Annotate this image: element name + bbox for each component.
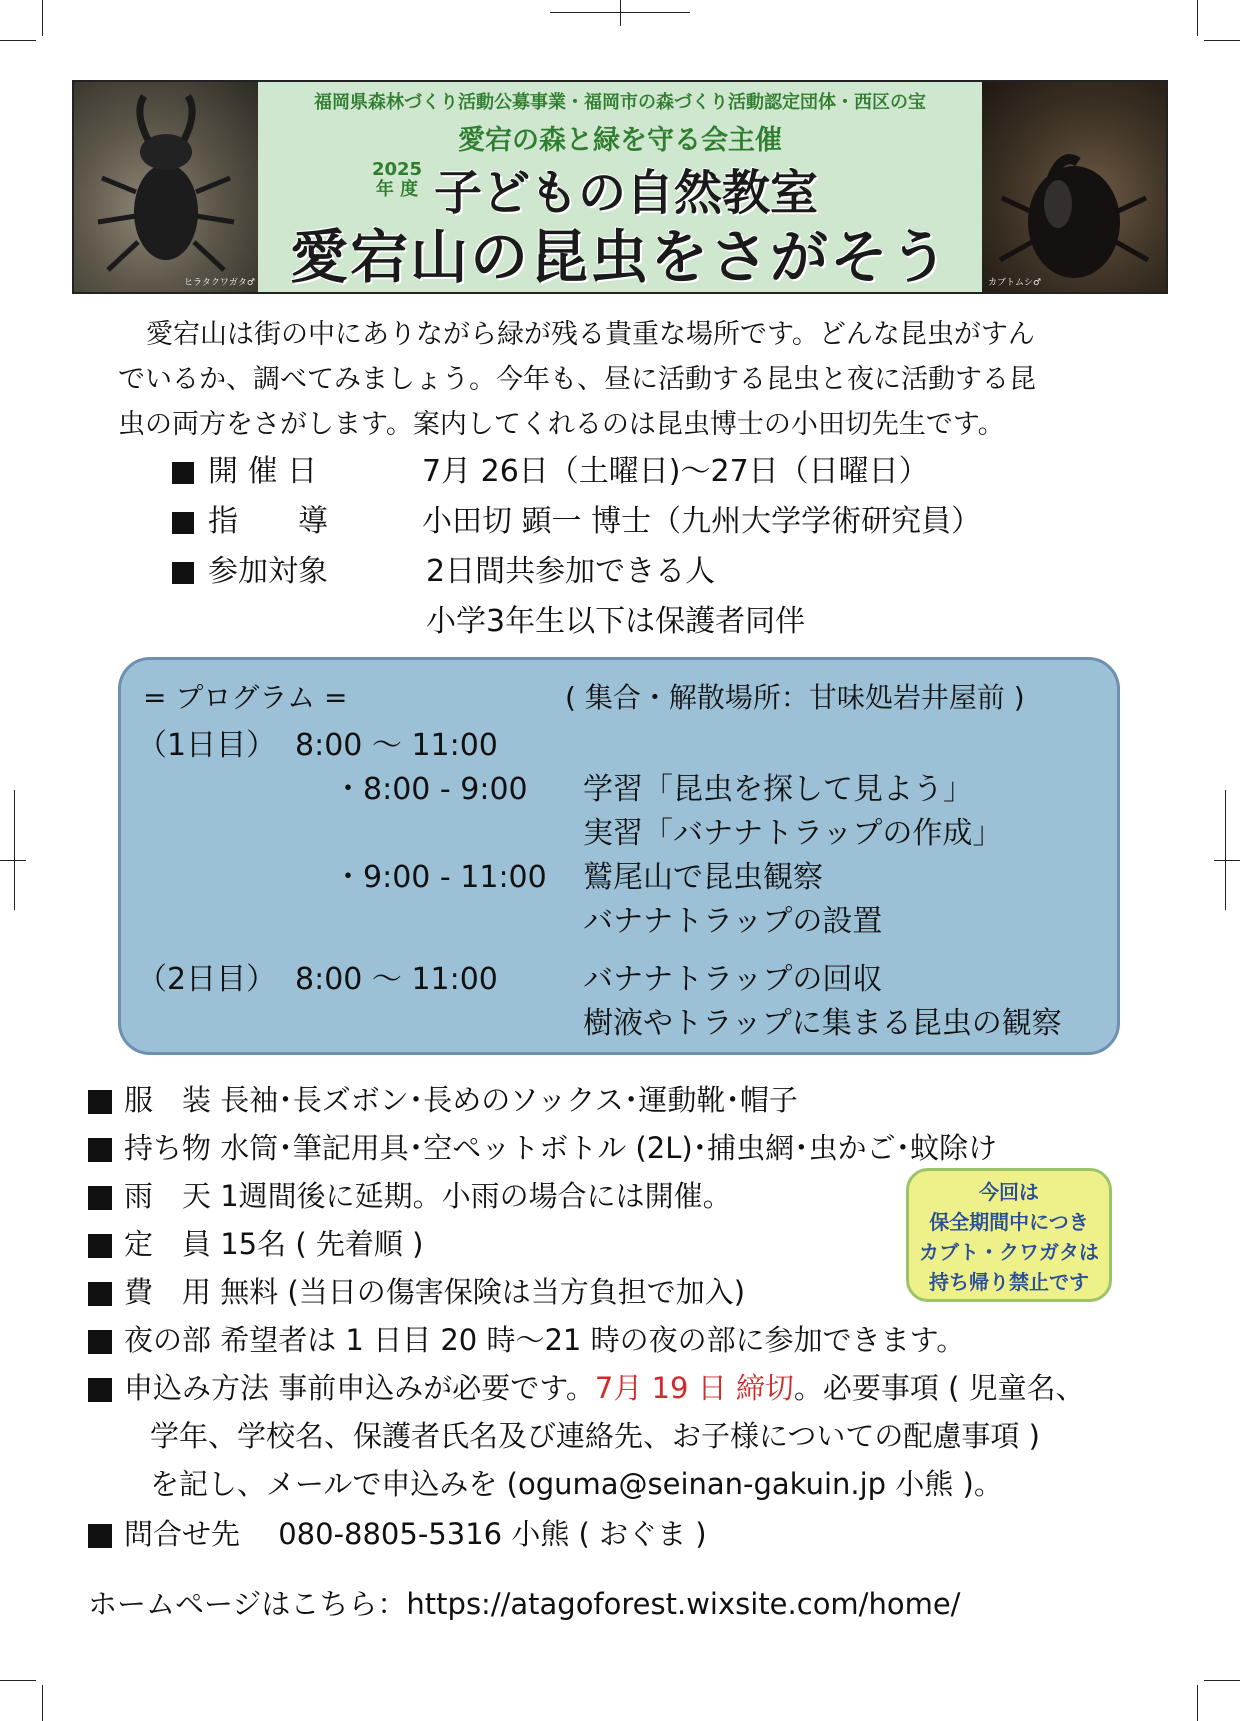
contact-text: 問合せ先 080-8805-5316 小熊 ( おぐま ) (124, 1517, 707, 1551)
target-value: 小学3年生以下は保護者同伴 (426, 604, 806, 639)
leader-row (172, 496, 328, 540)
homepage-link[interactable]: ホームページはこちら：https://atagoforest.wixsite.com/home/ (88, 1587, 961, 1621)
crop-mark (0, 40, 36, 41)
bullet-square-icon (88, 1524, 112, 1548)
year-number: 2025 (371, 159, 423, 180)
rhinoceros-beetle-photo (982, 82, 1166, 292)
rhinoceros-beetle-icon (982, 82, 1166, 292)
slot2-item: 鷲尾山で昆虫観察 (583, 860, 823, 895)
crop-mark (1204, 40, 1240, 41)
program-box (118, 657, 1120, 1055)
organizer-line: 愛宕の森と緑を守る会主催 (458, 125, 782, 156)
bullet-square-icon (88, 1090, 112, 1114)
crop-mark (1197, 0, 1198, 36)
crop-mark (0, 860, 26, 861)
day2-time: 8:00 ～ 11:00 (295, 962, 498, 997)
notice-line: カブト・クワガタは (919, 1240, 1099, 1264)
sponsor-line: 福岡県森林づくり活動公募事業・福岡市の森づくり活動認定団体・西区の宝 (314, 92, 926, 113)
slot1-item: 学習「昆虫を探して見よう」 (583, 772, 973, 807)
intro-paragraph (118, 312, 1130, 447)
notice-line: 持ち帰り禁止です (929, 1270, 1089, 1294)
contact-row (88, 1512, 707, 1553)
notice-line: 今回は (979, 1180, 1039, 1204)
bullet-square-icon (88, 1378, 112, 1402)
day1-label: （1日目） (137, 728, 277, 763)
bullet-square-icon (172, 462, 194, 484)
bullet-square-icon (172, 562, 194, 584)
crop-mark (1204, 1680, 1240, 1681)
notice-badge (906, 1168, 1112, 1302)
day1-time: 8:00 ～ 11:00 (295, 728, 498, 763)
crop-mark (1197, 1685, 1198, 1721)
crop-mark (620, 0, 621, 26)
bullet-square-icon (88, 1186, 112, 1210)
year-label (362, 160, 432, 200)
photo-caption-right: カブトムシ♂ (988, 278, 1042, 288)
belongings-text: 持ち物 水筒･筆記用具･空ペットボトル (2L)･捕虫網･虫かご･蚊除け (124, 1131, 998, 1165)
fee-text: 費 用 無料 (当日の傷害保険は当方負担で加入) (124, 1275, 746, 1309)
bullet-square-icon (88, 1282, 112, 1306)
night-text: 夜の部 希望者は 1 日目 20 時～21 時の夜の部に参加できます。 (124, 1323, 966, 1357)
stag-beetle-icon (74, 82, 258, 292)
slot2-time: ・9:00 - 11:00 (333, 860, 547, 895)
intro-line: 愛宕山は街の中にありながら緑が残る貴重な場所です。どんな昆虫がすん (146, 319, 1035, 350)
banner-text-area (258, 82, 982, 292)
fee-row (88, 1270, 745, 1311)
apply-line: を記し、メールで申込みを (oguma@seinan-gakuin.jp 小熊 )。 (150, 1467, 1003, 1501)
leader-value: 小田切 顕一 博士（九州大学学術研究員） (422, 504, 982, 539)
date-value: 7月 26日（土曜日)～27日（日曜日） (422, 454, 929, 489)
date-row (172, 446, 317, 490)
year-suffix: 年 度 (375, 179, 419, 200)
bullet-square-icon (88, 1330, 112, 1354)
crop-mark (42, 1685, 43, 1721)
photo-caption-left: ヒラタクワガタ♂ (184, 278, 255, 288)
apply-line: 学年、学校名、保護者氏名及び連絡先、お子様についての配慮事項 ) (150, 1419, 1040, 1453)
slot1-time: ・8:00 - 9:00 (333, 772, 528, 807)
header-banner (72, 80, 1168, 294)
clothing-row (88, 1078, 798, 1119)
bullet-square-icon (88, 1138, 112, 1162)
page-title: 愛宕山の昆虫をさがそう (289, 223, 950, 291)
apply-deadline: 7月 19 日 締切 (594, 1371, 794, 1405)
target-value: 2日間共参加できる人 (426, 554, 716, 589)
apply-text: 申込み方法 事前申込みが必要です。 (124, 1371, 595, 1405)
apply-text: 。必要事項 ( 児童名、 (793, 1371, 1085, 1405)
slot1-item: 実習「バナナトラップの作成」 (583, 816, 1003, 851)
crop-mark (1214, 860, 1240, 861)
crop-mark (42, 0, 43, 36)
meeting-place: ( 集合・解散場所：甘味処岩井屋前 ) (565, 681, 1025, 714)
capacity-text: 定 員 15名 ( 先着順 ) (124, 1227, 424, 1261)
date-label: 開 催 日 (208, 454, 318, 489)
intro-line: 虫の両方をさがします。案内してくれるのは昆虫博士の小田切先生です。 (118, 409, 1005, 440)
program-title: = プログラム = (143, 681, 348, 714)
day2-item: バナナトラップの回収 (583, 962, 883, 997)
slot2-item: バナナトラップの設置 (583, 904, 883, 939)
crop-mark (0, 1680, 36, 1681)
apply-row (88, 1366, 1085, 1407)
day2-item: 樹液やトラップに集まる昆虫の観察 (583, 1006, 1062, 1041)
stag-beetle-photo (74, 82, 258, 292)
leader-label: 指 導 (208, 504, 328, 539)
target-label: 参加対象 (208, 554, 328, 589)
bullet-square-icon (88, 1234, 112, 1258)
night-row (88, 1318, 965, 1359)
capacity-row (88, 1222, 423, 1263)
rain-row (88, 1174, 732, 1215)
crop-mark (14, 790, 15, 910)
event-subtitle: 子どもの自然教室 (434, 165, 819, 221)
intro-line: でいるか、調べてみましょう。今年も、昼に活動する昆虫と夜に活動する昆 (118, 364, 1036, 395)
belongings-row (88, 1126, 997, 1167)
crop-mark (1225, 790, 1226, 910)
bullet-square-icon (172, 512, 194, 534)
rain-text: 雨 天 1週間後に延期。小雨の場合には開催。 (124, 1179, 732, 1213)
notice-line: 保全期間中につき (929, 1210, 1089, 1234)
target-row (172, 546, 328, 590)
clothing-text: 服 装 長袖･長ズボン･長めのソックス･運動靴･帽子 (124, 1083, 798, 1117)
day2-label: （2日目） (137, 962, 277, 997)
